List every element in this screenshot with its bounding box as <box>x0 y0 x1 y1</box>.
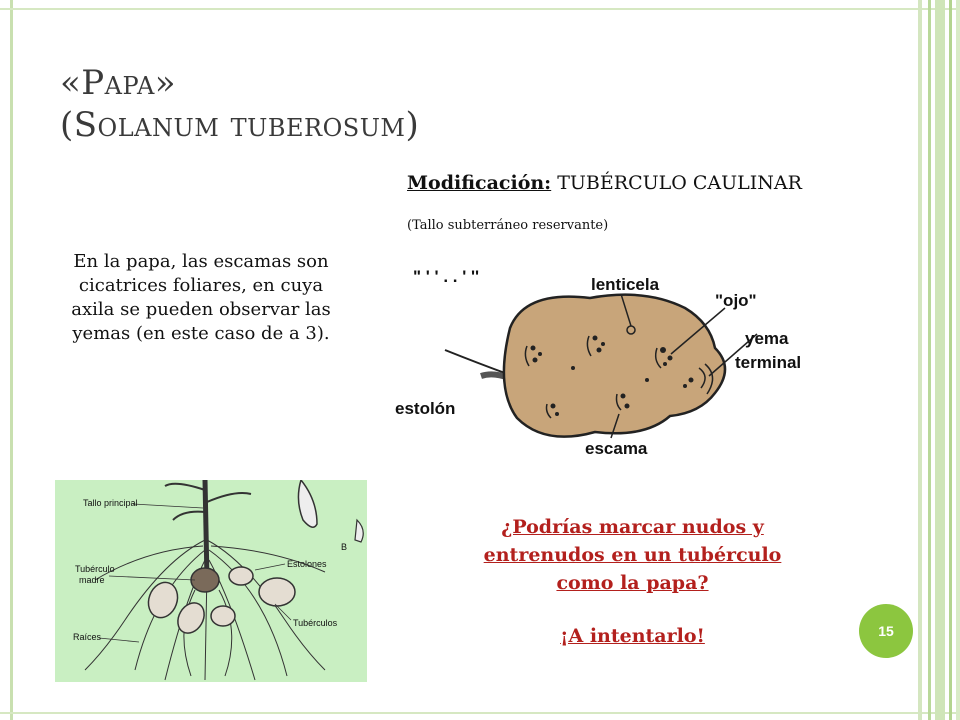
page-number-badge: 15 <box>859 604 913 658</box>
potato-plant-diagram <box>55 480 367 682</box>
label-tallo-principal: Tallo principal <box>83 498 138 508</box>
label-escama: escama <box>585 439 648 458</box>
frame-bottom-line <box>0 712 960 714</box>
label-tuberculo-madre-2: madre <box>79 575 105 585</box>
diagram-top-mark: " ' ' . . ' '' <box>413 268 480 286</box>
title-line-2: (Solanum tuberosum) <box>60 105 420 145</box>
decorative-stripes <box>918 0 960 720</box>
question-text: ¿Podrías marcar nudos y entrenudos en un tubérculo como la papa? <box>483 516 782 594</box>
label-estolon: estolón <box>395 399 456 418</box>
label-raices: Raíces <box>73 632 102 642</box>
label-terminal: terminal <box>735 353 802 372</box>
modification-value: TUBÉRCULO CAULINAR <box>551 172 802 194</box>
modification-subtitle: (Tallo subterráneo reservante) <box>407 218 609 233</box>
label-panel-b: B <box>341 542 348 552</box>
call-to-action-text: ¡A intentarlo! <box>560 625 705 647</box>
label-lenticela: lenticela <box>591 275 660 294</box>
frame-top-line <box>0 8 960 10</box>
modification-label: Modificación: <box>407 172 552 194</box>
description-text: En la papa, las escamas son cicatrices foliares, en cuya axila se pueden observar las yemas (en este caso de a 3). <box>71 251 331 344</box>
label-estolones: Estolones <box>287 559 327 569</box>
slide-title <box>60 62 660 146</box>
potato-tuber-diagram <box>385 268 835 468</box>
main-stem <box>205 480 207 580</box>
modification-heading <box>407 172 907 194</box>
label-ojo: "ojo" <box>715 291 757 310</box>
title-line-1: «Papa» <box>60 63 177 103</box>
label-tuberculo-madre-1: Tubérculo <box>75 564 115 574</box>
label-tuberculos: Tubérculos <box>293 618 338 628</box>
label-yema: yema <box>745 329 789 348</box>
frame-left-line <box>10 0 13 720</box>
tuber-body <box>504 295 725 437</box>
